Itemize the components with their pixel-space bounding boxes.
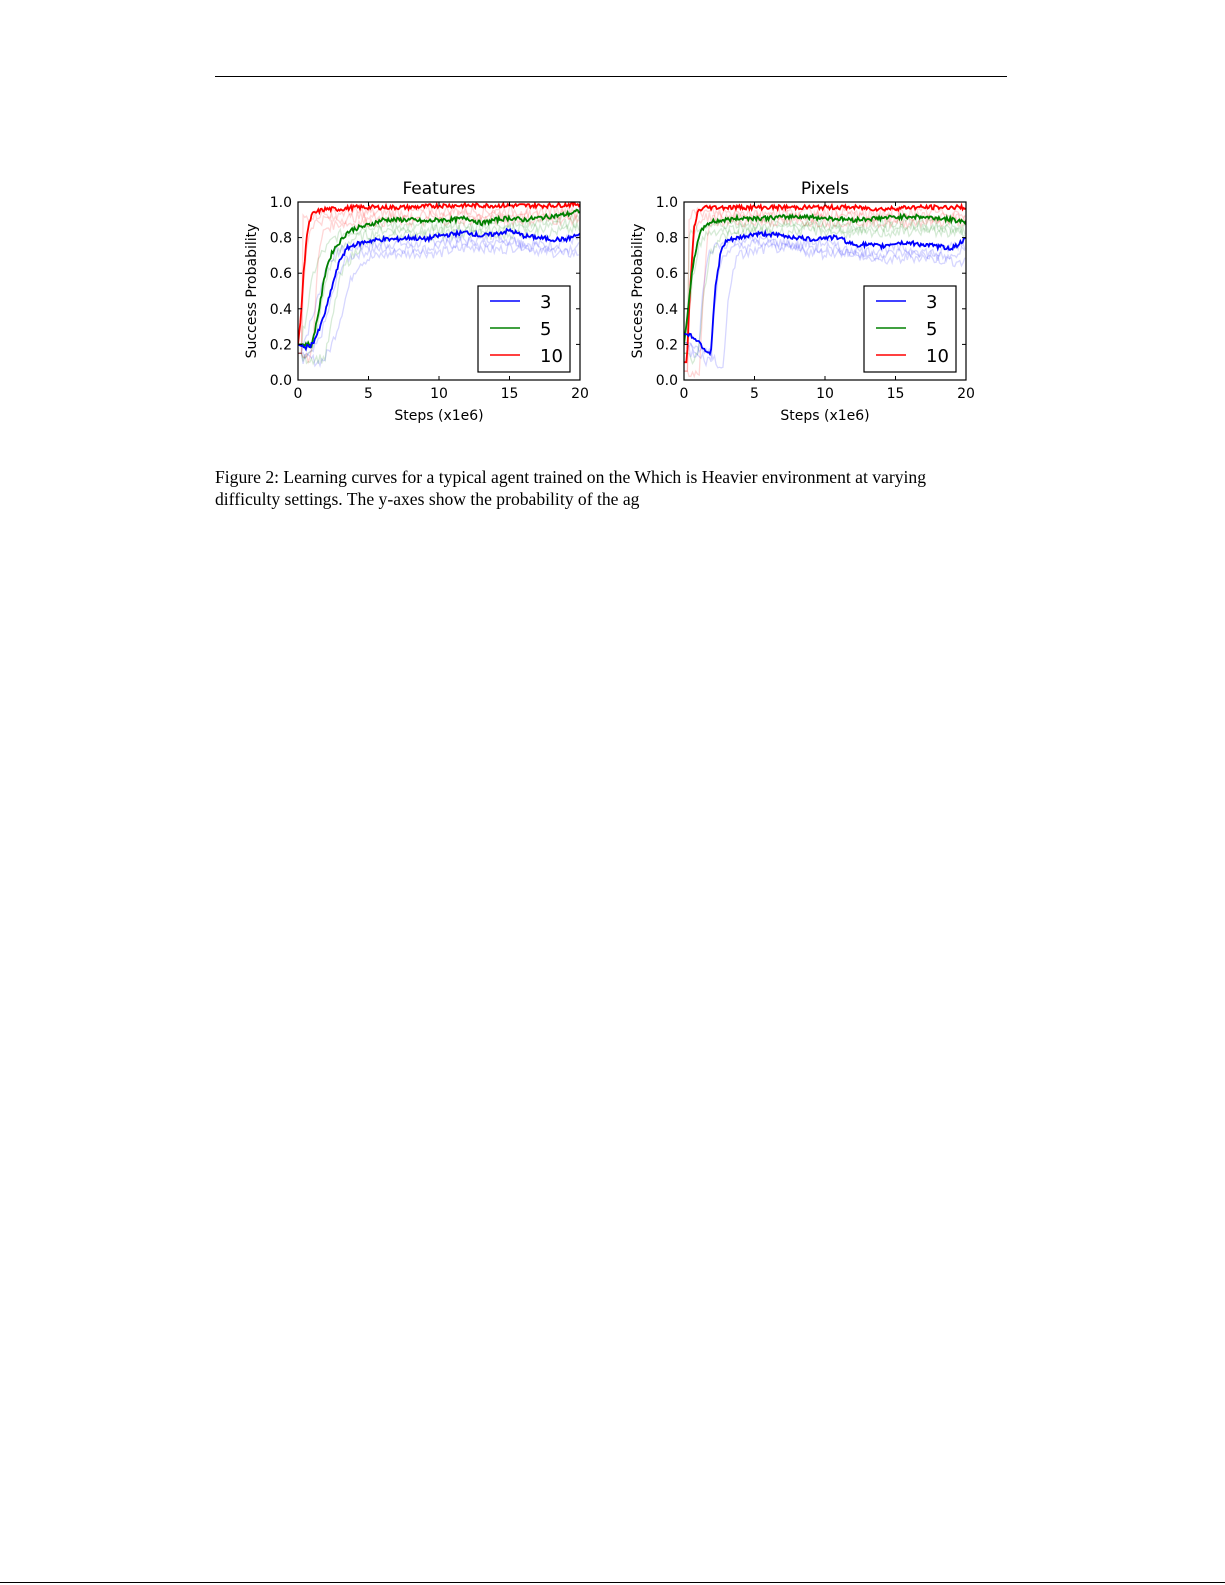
x-tick-label: 10 [430,386,448,402]
x-tick-label: 5 [364,386,373,402]
legend-label-3: 3 [540,292,552,313]
y-tick-label: 0.0 [269,373,292,389]
y-tick-label: 0.8 [269,230,292,247]
legend-label-3: 3 [926,292,938,313]
y-tick-label: 1.0 [269,195,292,211]
legend-label-5: 5 [926,319,938,340]
figure-caption [215,466,1015,510]
x-tick-label: 0 [293,386,303,402]
y-tick-label: 0.2 [269,337,292,354]
legend [864,286,956,372]
y-tick-label: 0.4 [269,301,292,318]
y-tick-label: 0.0 [655,373,678,389]
legend-label-5: 5 [540,319,552,340]
y-tick-label: 0.8 [655,230,678,247]
y-tick-label: 0.2 [655,337,678,354]
y-tick-label: 0.6 [269,266,292,283]
x-tick-label: 20 [571,386,589,402]
x-axis-label: Steps (x1e6) [394,408,484,424]
x-tick-label: 20 [957,386,975,402]
x-tick-label: 5 [750,386,759,402]
y-tick-label: 1.0 [655,195,678,211]
y-axis-label: Success Probability [630,223,646,359]
y-axis-label: Success Probability [244,223,260,359]
y-tick-label: 0.4 [655,301,678,318]
legend [478,286,570,372]
legend-label-10: 10 [926,346,949,367]
y-tick-label: 0.6 [655,266,678,283]
x-tick-label: 15 [500,386,519,402]
figure-learning-curves [0,0,1225,440]
chart-pixels [630,179,975,424]
legend-label-10: 10 [540,346,563,367]
chart-features [244,179,589,424]
page-bottom-border [0,1582,1225,1583]
x-tick-label: 15 [886,386,905,402]
x-axis-label: Steps (x1e6) [780,408,870,424]
caption-line-1: Figure 2: Learning curves for a typical agent trained on the Which is Heavier environment at varying [215,467,927,487]
chart-title: Features [402,179,476,199]
chart-title: Pixels [800,179,850,199]
x-tick-label: 10 [816,386,834,402]
x-tick-label: 0 [679,386,689,402]
caption-line-2: difficulty settings. The y-axes show the probability of the ag [215,489,640,509]
